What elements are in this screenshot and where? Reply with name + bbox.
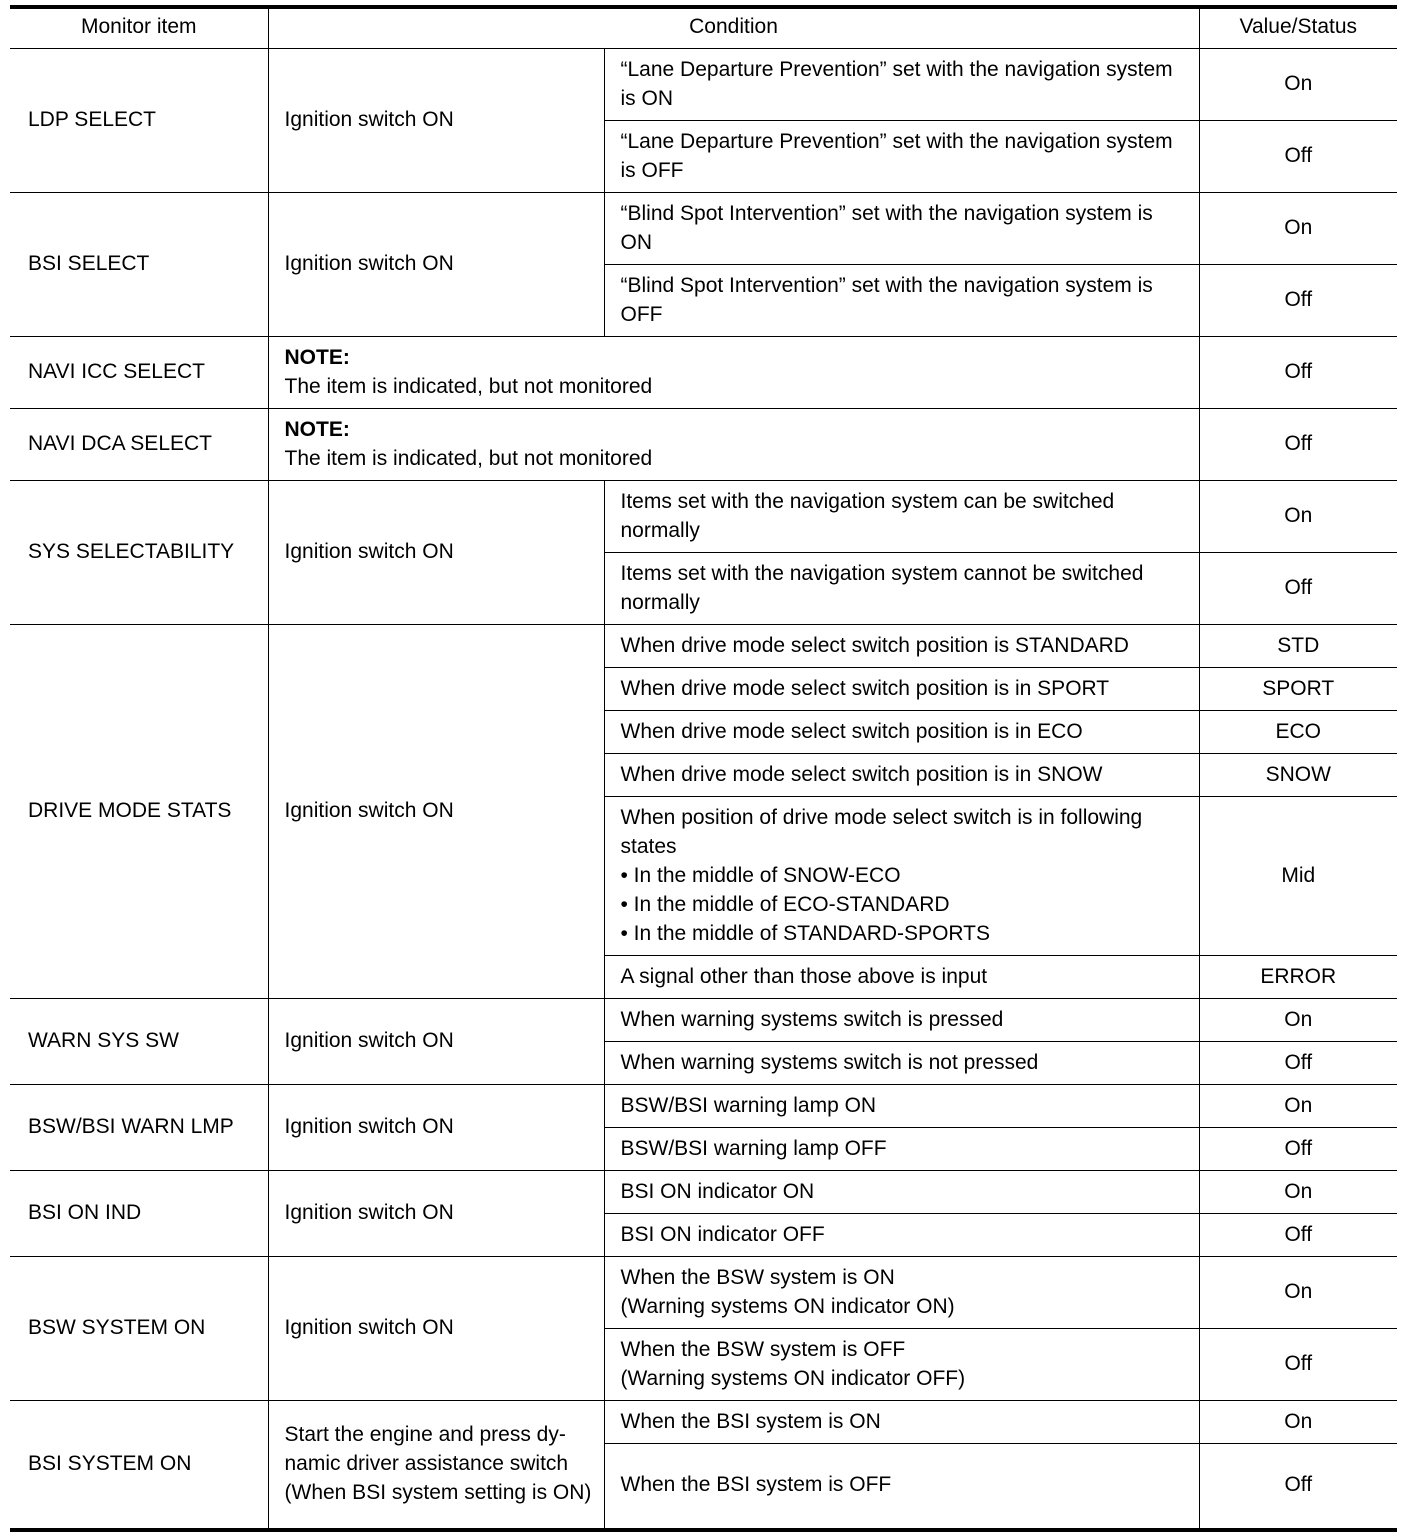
value-cell: Off <box>1199 1042 1397 1085</box>
bullet-item: • In the middle of STANDARD-SPORTS <box>620 921 991 945</box>
condition-detail-cell: “Blind Spot Intervention” set with the navigation system is ON <box>604 193 1199 265</box>
condition-detail-cell: When the BSI system is ON <box>604 1401 1199 1444</box>
header-monitor-item: Monitor item <box>10 7 268 49</box>
condition-detail-cell: BSI ON indicator ON <box>604 1171 1199 1214</box>
value-cell: Off <box>1199 1128 1397 1171</box>
monitor-item-cell: LDP SELECT <box>10 49 268 193</box>
table-row <box>10 1257 1397 1329</box>
header-value-status: Value/Status <box>1199 7 1397 49</box>
condition-text: When the BSW system is OFF <box>620 1337 906 1361</box>
value-cell: Mid <box>1199 797 1397 956</box>
table-row <box>10 49 1397 121</box>
condition-main-cell: Ignition switch ON <box>268 481 604 625</box>
value-cell: On <box>1199 1401 1397 1444</box>
condition-detail-cell: “Lane Departure Prevention” set with the navigation system is ON <box>604 49 1199 121</box>
condition-main-cell: Ignition switch ON <box>268 193 604 337</box>
condition-detail-cell: “Blind Spot Intervention” set with the navigation system is OFF <box>604 265 1199 337</box>
condition-detail-cell <box>604 797 1199 956</box>
monitor-item-cell: DRIVE MODE STATS <box>10 625 268 999</box>
value-cell: On <box>1199 193 1397 265</box>
monitor-item-cell: BSW/BSI WARN LMP <box>10 1085 268 1171</box>
condition-text: (Warning systems ON indicator OFF) <box>620 1366 966 1390</box>
table-row <box>10 999 1397 1042</box>
value-cell: Off <box>1199 265 1397 337</box>
condition-detail-cell: When drive mode select switch position is in ECO <box>604 711 1199 754</box>
condition-text: When the BSW system is ON <box>620 1265 895 1289</box>
value-cell: STD <box>1199 625 1397 668</box>
condition-detail-cell: When drive mode select switch position is STANDARD <box>604 625 1199 668</box>
value-cell: Off <box>1199 337 1397 409</box>
value-cell: Off <box>1199 553 1397 625</box>
value-cell: On <box>1199 999 1397 1042</box>
bullet-item: • In the middle of SNOW-ECO <box>620 863 901 887</box>
value-cell: SPORT <box>1199 668 1397 711</box>
monitor-table <box>10 5 1397 1532</box>
monitor-item-cell: NAVI ICC SELECT <box>10 337 268 409</box>
monitor-item-cell: BSW SYSTEM ON <box>10 1257 268 1401</box>
table-row <box>10 409 1397 481</box>
condition-detail-cell: When drive mode select switch position is in SNOW <box>604 754 1199 797</box>
condition-detail-cell: When warning systems switch is pressed <box>604 999 1199 1042</box>
condition-main-cell: Ignition switch ON <box>268 1171 604 1257</box>
value-cell: Off <box>1199 1444 1397 1530</box>
condition-main-cell: Start the engine and press dy-namic driver assistance switch (When BSI system setting is ON) <box>268 1401 604 1530</box>
value-cell: Off <box>1199 1214 1397 1257</box>
condition-detail-cell: When drive mode select switch position is in SPORT <box>604 668 1199 711</box>
note-cell <box>268 337 1199 409</box>
condition-detail-cell: BSI ON indicator OFF <box>604 1214 1199 1257</box>
condition-main-cell: Ignition switch ON <box>268 999 604 1085</box>
table-row <box>10 193 1397 265</box>
condition-main-cell: Ignition switch ON <box>268 49 604 193</box>
condition-detail-cell: BSW/BSI warning lamp ON <box>604 1085 1199 1128</box>
table-row <box>10 481 1397 553</box>
table-row <box>10 1085 1397 1128</box>
condition-main-cell: Ignition switch ON <box>268 1085 604 1171</box>
monitor-item-cell: WARN SYS SW <box>10 999 268 1085</box>
monitor-item-cell: NAVI DCA SELECT <box>10 409 268 481</box>
condition-detail-cell <box>604 1257 1199 1329</box>
condition-detail-cell: Items set with the navigation system cannot be switched normally <box>604 553 1199 625</box>
condition-detail-cell: A signal other than those above is input <box>604 956 1199 999</box>
value-cell: ERROR <box>1199 956 1397 999</box>
condition-main-cell: Ignition switch ON <box>268 1257 604 1401</box>
value-cell: On <box>1199 1171 1397 1214</box>
condition-detail-cell: Items set with the navigation system can be switched normally <box>604 481 1199 553</box>
note-cell <box>268 409 1199 481</box>
header-row <box>10 7 1397 49</box>
condition-detail-cell <box>604 1329 1199 1401</box>
condition-main-cell: Ignition switch ON <box>268 625 604 999</box>
value-cell: On <box>1199 1085 1397 1128</box>
note-title: NOTE: <box>284 345 350 369</box>
bullet-item: • In the middle of ECO-STANDARD <box>620 892 950 916</box>
condition-detail-cell: “Lane Departure Prevention” set with the navigation system is OFF <box>604 121 1199 193</box>
value-cell: Off <box>1199 121 1397 193</box>
value-cell: SNOW <box>1199 754 1397 797</box>
value-cell: Off <box>1199 409 1397 481</box>
note-text: The item is indicated, but not monitored <box>284 446 653 470</box>
value-cell: On <box>1199 1257 1397 1329</box>
value-cell: Off <box>1199 1329 1397 1401</box>
table-row <box>10 1171 1397 1214</box>
value-cell: On <box>1199 49 1397 121</box>
header-condition: Condition <box>268 7 1199 49</box>
condition-detail-cell: When warning systems switch is not pressed <box>604 1042 1199 1085</box>
monitor-item-cell: BSI SELECT <box>10 193 268 337</box>
monitor-item-cell: BSI SYSTEM ON <box>10 1401 268 1530</box>
condition-detail-cell: BSW/BSI warning lamp OFF <box>604 1128 1199 1171</box>
table-row <box>10 1401 1397 1444</box>
condition-detail-cell: When the BSI system is OFF <box>604 1444 1199 1530</box>
monitor-item-cell: SYS SELECTABILITY <box>10 481 268 625</box>
table-row <box>10 337 1397 409</box>
condition-text: (Warning systems ON indicator ON) <box>620 1294 955 1318</box>
monitor-item-cell: BSI ON IND <box>10 1171 268 1257</box>
value-cell: On <box>1199 481 1397 553</box>
condition-text: When position of drive mode select switch is in following states <box>620 805 1143 858</box>
note-text: The item is indicated, but not monitored <box>284 374 653 398</box>
note-title: NOTE: <box>284 417 350 441</box>
value-cell: ECO <box>1199 711 1397 754</box>
table-row <box>10 625 1397 668</box>
